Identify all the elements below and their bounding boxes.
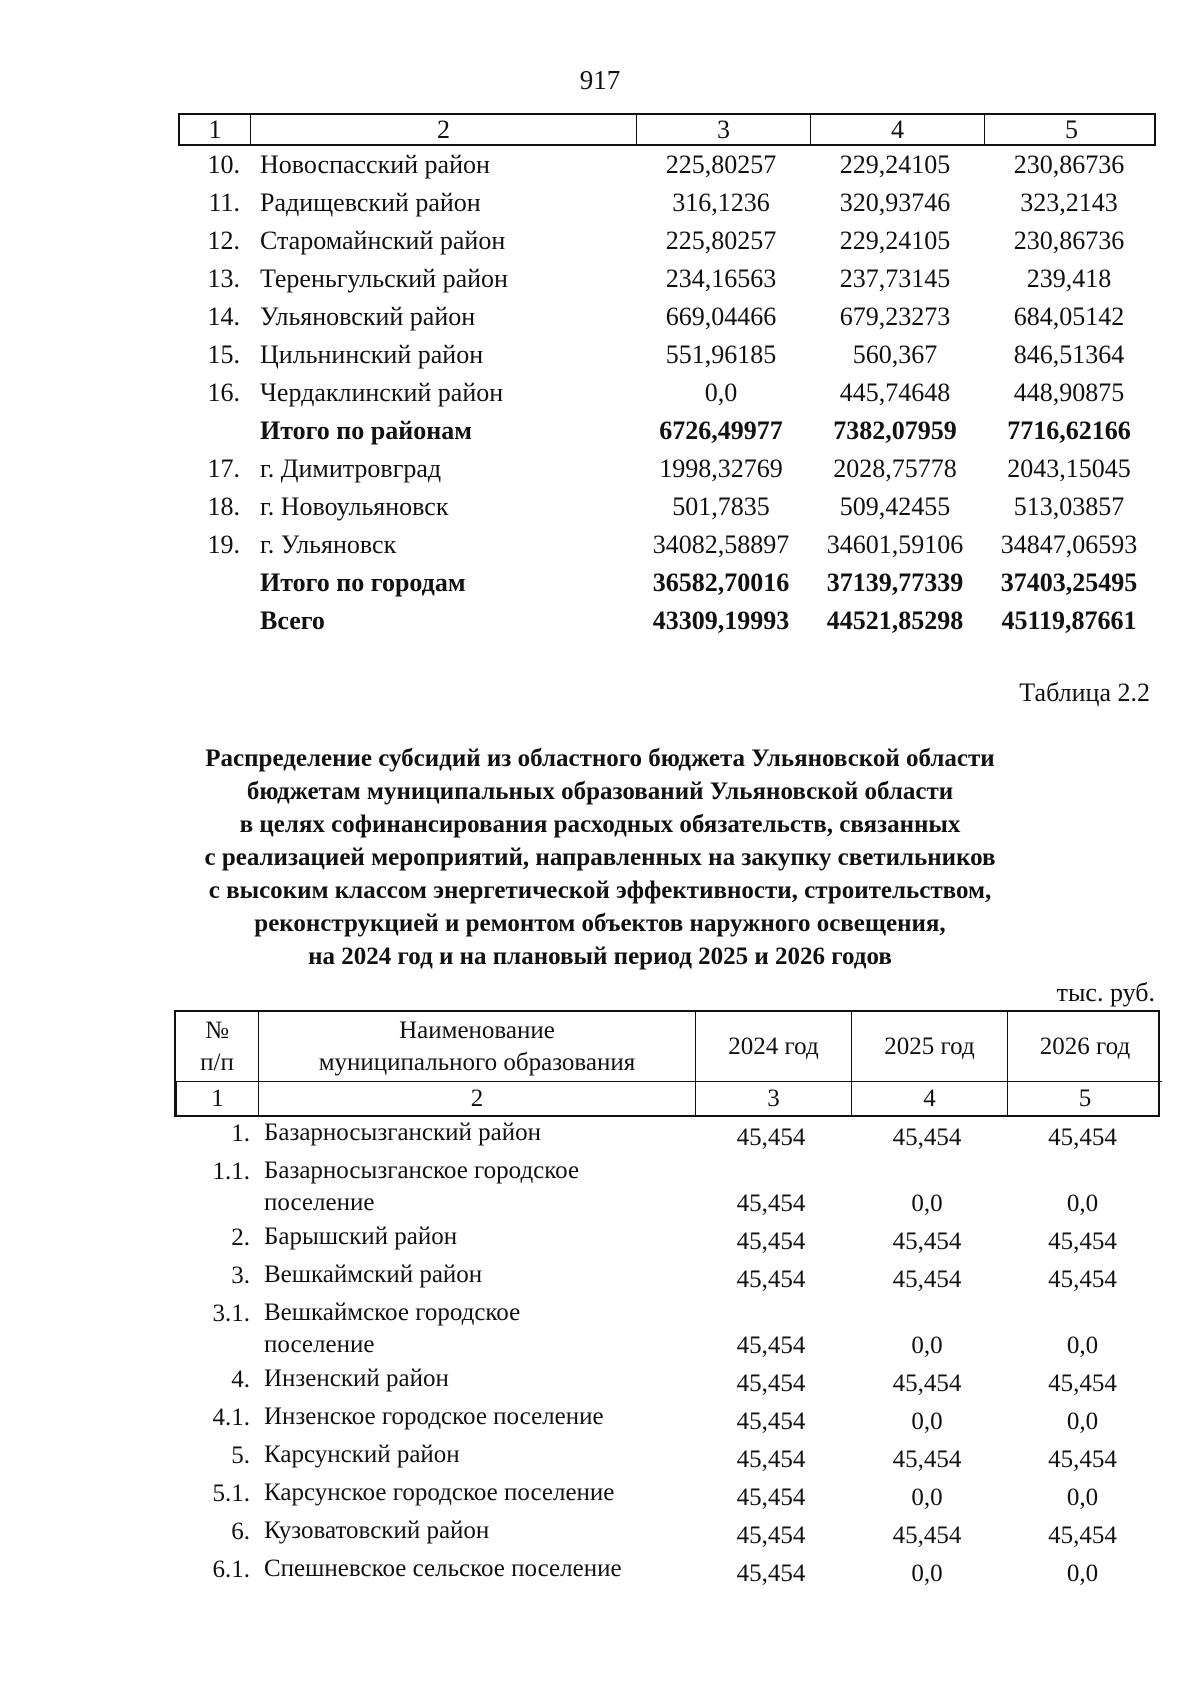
row-number: [178, 602, 248, 640]
row-number: 12.: [207, 226, 240, 255]
value-col4: 509,42455: [839, 492, 951, 521]
value-2025: 0,0: [911, 1190, 943, 1217]
table1-row: [178, 374, 1156, 412]
title-line: Распределение субсидий из областного бюджета Ульяновской области: [205, 745, 995, 772]
value-2026: 45,454: [1048, 1228, 1117, 1255]
value-2025: 0,0: [911, 1560, 943, 1587]
municipality-name-line: Базарносызганский район: [264, 1119, 542, 1146]
municipality-name-line: поселение: [264, 1331, 375, 1358]
table2-col-number: 2: [258, 1081, 695, 1115]
table1-row: [178, 488, 1156, 526]
value-col3: 501,7835: [672, 492, 770, 521]
municipality-name-line: Базарносызганское городское: [264, 1157, 580, 1184]
value-col4: 34601,59106: [826, 530, 964, 559]
table1-total-row: [178, 412, 1156, 450]
value-col5: 846,51364: [1013, 340, 1125, 369]
title-line: с реализацией мероприятий, направленных на закупку светильников: [204, 844, 996, 871]
table2-header: [174, 1010, 1160, 1117]
value-col5: 2043,15045: [1007, 454, 1131, 483]
table1-row: [178, 184, 1156, 222]
table-caption: Таблица 2.2: [1019, 678, 1150, 707]
value-col4: 320,93746: [839, 188, 951, 217]
value-col5: 230,86736: [1013, 150, 1125, 179]
title-line: с высоким классом энергетической эффективности, строительством,: [208, 877, 992, 904]
municipality-name: Итого по районам: [260, 416, 472, 445]
value-col4: 37139,77339: [826, 568, 964, 597]
header-name: [258, 1012, 695, 1081]
table1-row: [178, 260, 1156, 298]
value-col4: 560,367: [852, 340, 938, 369]
header-name-line2: муниципального образования: [318, 1048, 636, 1076]
value-col5: 37403,25495: [1000, 568, 1138, 597]
row-number: [178, 564, 248, 602]
value-2026: 45,454: [1048, 1124, 1117, 1151]
table2-col-number: 1: [176, 1081, 258, 1115]
value-2025: 0,0: [911, 1484, 943, 1511]
value-2025: 45,454: [892, 1370, 962, 1397]
row-number: 6.1.: [212, 1556, 250, 1583]
municipality-name: [256, 1363, 693, 1401]
value-2024: 45,454: [736, 1484, 806, 1511]
municipality-name-line: Спешневское сельское поселение: [264, 1555, 622, 1582]
value-col3: 43309,19993: [652, 606, 790, 635]
municipality-name: [256, 1439, 693, 1477]
table1-column-numbers: [178, 113, 1156, 146]
value-col4: 445,74648: [839, 378, 951, 407]
municipality-name-line: Карсунское городское поселение: [264, 1479, 615, 1506]
table2-row: [174, 1221, 1160, 1259]
table2-row: [174, 1117, 1160, 1155]
table1-row: [178, 526, 1156, 564]
value-2026: 0,0: [1066, 1560, 1099, 1587]
municipality-name: [256, 1553, 693, 1591]
value-2025: 0,0: [911, 1408, 943, 1435]
value-col4: 229,24105: [839, 150, 951, 179]
row-number: 10.: [207, 150, 240, 179]
value-2026: 0,0: [1066, 1408, 1099, 1435]
value-2024: 45,454: [736, 1370, 806, 1397]
row-number: 6.: [231, 1518, 250, 1545]
value-col3: 36582,70016: [652, 568, 790, 597]
municipality-name: Цильнинский район: [260, 340, 484, 369]
municipality-name: Старомайнский район: [260, 226, 506, 255]
value-2026: 45,454: [1048, 1370, 1117, 1397]
row-number: 14.: [207, 302, 240, 331]
value-col5: 684,05142: [1013, 302, 1125, 331]
value-col3: 6726,49977: [659, 416, 783, 445]
municipality-name: [256, 1259, 693, 1297]
row-number: 5.: [231, 1442, 250, 1469]
municipality-name: [256, 1477, 693, 1515]
table1-body: [178, 146, 1156, 640]
value-col3: 34082,58897: [652, 530, 790, 559]
table1-row: [178, 298, 1156, 336]
table2-row: [174, 1439, 1160, 1477]
table1-total-row: [178, 602, 1156, 640]
row-number: [178, 412, 248, 450]
value-2024: 45,454: [736, 1266, 806, 1293]
municipality-name-line: Инзенское городское поселение: [264, 1403, 604, 1430]
table1-row: [178, 146, 1156, 184]
municipality-name: [256, 1401, 693, 1439]
table2-body: [174, 1117, 1160, 1591]
value-col5: 230,86736: [1013, 226, 1125, 255]
value-2025: 45,454: [892, 1124, 962, 1151]
value-2026: 45,454: [1048, 1266, 1117, 1293]
municipality-name: [256, 1155, 693, 1221]
lighting-subsidy-table: [174, 1010, 1160, 1591]
value-2025: 45,454: [892, 1228, 962, 1255]
table1-row: [178, 336, 1156, 374]
municipality-name-line: Кузоватовский район: [264, 1517, 490, 1544]
table2-row: [174, 1401, 1160, 1439]
value-2025: 45,454: [892, 1522, 962, 1549]
table1-row: [178, 450, 1156, 488]
value-col5: 7716,62166: [1007, 416, 1131, 445]
municipality-name-line: Инзенский район: [264, 1365, 449, 1392]
row-number: 1.1.: [212, 1158, 250, 1185]
header-number-line2: п/п: [200, 1048, 234, 1076]
municipality-name-line: поселение: [264, 1189, 375, 1216]
table1-col-number: 3: [636, 115, 810, 144]
value-col5: 34847,06593: [1000, 530, 1138, 559]
municipality-name-line: Вешкаймское городское: [264, 1299, 521, 1326]
value-2026: 45,454: [1048, 1522, 1117, 1549]
municipality-name: [256, 1297, 693, 1363]
row-number: 4.: [231, 1366, 250, 1393]
table2-row: [174, 1155, 1160, 1221]
table2-row: [174, 1553, 1160, 1591]
row-number: 16.: [207, 378, 240, 407]
value-2026: 0,0: [1066, 1332, 1099, 1359]
municipality-name: г. Новоульяновск: [260, 492, 449, 521]
municipality-name: Новоспасский район: [260, 150, 490, 179]
value-2024: 45,454: [736, 1332, 806, 1359]
municipality-name: г. Ульяновск: [260, 530, 397, 559]
municipality-name: Радищевский район: [260, 188, 481, 217]
table1-row: [178, 222, 1156, 260]
header-number-line1: №: [205, 1016, 229, 1044]
table2-col-number: 4: [851, 1081, 1007, 1115]
row-number: 17.: [207, 454, 240, 483]
value-col3: 316,1236: [672, 188, 770, 217]
value-col5: 448,90875: [1013, 378, 1125, 407]
value-2024: 45,454: [736, 1124, 806, 1151]
header-year-2025: 2025 год: [851, 1012, 1007, 1081]
value-2026: 0,0: [1066, 1484, 1099, 1511]
value-2025: 45,454: [892, 1266, 962, 1293]
municipality-name: [256, 1221, 693, 1259]
value-col4: 237,73145: [839, 264, 951, 293]
municipality-name: Всего: [260, 606, 325, 635]
subsidy-table-continuation: [178, 113, 1156, 640]
table1-col-number: 1: [208, 115, 222, 144]
value-col5: 513,03857: [1013, 492, 1125, 521]
page-number: 917: [579, 65, 621, 95]
municipality-name: Итого по городам: [260, 568, 466, 597]
table2-row: [174, 1297, 1160, 1363]
value-2024: 45,454: [736, 1408, 806, 1435]
row-number: 15.: [207, 340, 240, 369]
value-2024: 45,454: [736, 1522, 806, 1549]
row-number: 18.: [207, 492, 240, 521]
row-number: 13.: [207, 264, 240, 293]
value-col3: 225,80257: [665, 150, 777, 179]
municipality-name-line: Барышский район: [264, 1223, 458, 1250]
value-2024: 45,454: [736, 1446, 806, 1473]
value-col5: 323,2143: [1020, 188, 1118, 217]
header-year-2024: 2024 год: [695, 1012, 851, 1081]
municipality-name: Чердаклинский район: [260, 378, 504, 407]
table2-col-number: 3: [695, 1081, 851, 1115]
municipality-name: Ульяновский район: [260, 302, 476, 331]
table1-total-row: [178, 564, 1156, 602]
row-number: 19.: [207, 530, 240, 559]
value-col3: 225,80257: [665, 226, 777, 255]
value-col3: 234,16563: [665, 264, 777, 293]
row-number: 3.: [231, 1262, 250, 1289]
units-label: тыс. руб.: [1056, 978, 1155, 1007]
municipality-name: г. Димитровград: [260, 454, 442, 483]
table2-row: [174, 1363, 1160, 1401]
table2-row: [174, 1515, 1160, 1553]
value-col3: 1998,32769: [659, 454, 783, 483]
row-number: 5.1.: [212, 1480, 250, 1507]
table2-row: [174, 1477, 1160, 1515]
value-col4: 229,24105: [839, 226, 951, 255]
value-col4: 44521,85298: [826, 606, 964, 635]
value-2026: 45,454: [1048, 1446, 1117, 1473]
municipality-name-line: Вешкаймский район: [264, 1261, 483, 1288]
value-2025: 0,0: [911, 1332, 943, 1359]
row-number: 4.1.: [212, 1404, 250, 1431]
header-name-line1: Наименование: [399, 1016, 555, 1044]
title-line: бюджетам муниципальных образований Ульяновской области: [246, 778, 954, 805]
table2-title: [150, 742, 1050, 973]
table1-col-number: 5: [984, 115, 1158, 144]
value-2024: 45,454: [736, 1560, 806, 1587]
row-number: 11.: [208, 188, 240, 217]
row-number: 3.1.: [212, 1300, 250, 1327]
value-2026: 0,0: [1066, 1190, 1099, 1217]
value-col4: 2028,75778: [833, 454, 957, 483]
row-number: 1.: [231, 1120, 250, 1147]
value-2024: 45,454: [736, 1190, 806, 1217]
value-2025: 45,454: [892, 1446, 962, 1473]
value-col3: 0,0: [704, 378, 738, 407]
title-line: реконструкцией и ремонтом объектов наружного освещения,: [254, 910, 946, 937]
table1-col-number: 2: [250, 115, 636, 144]
table2-col-number: 5: [1007, 1081, 1162, 1115]
municipality-name: [256, 1117, 693, 1155]
value-2024: 45,454: [736, 1228, 806, 1255]
value-col3: 551,96185: [665, 340, 777, 369]
value-col4: 7382,07959: [833, 416, 957, 445]
table2-row: [174, 1259, 1160, 1297]
municipality-name: Тереньгульский район: [260, 264, 508, 293]
title-line: на 2024 год и на плановый период 2025 и 2026 годов: [308, 943, 892, 970]
value-col4: 679,23273: [839, 302, 951, 331]
value-col5: 239,418: [1026, 264, 1112, 293]
municipality-name-line: Карсунский район: [264, 1441, 460, 1468]
header-number: [176, 1012, 258, 1081]
header-year-2026: 2026 год: [1007, 1012, 1162, 1081]
value-col3: 669,04466: [665, 302, 777, 331]
table1-col-number: 4: [810, 115, 984, 144]
title-line: в целях софинансирования расходных обязательств, связанных: [239, 811, 961, 838]
value-col5: 45119,87661: [1001, 606, 1137, 635]
municipality-name: [256, 1515, 693, 1553]
row-number: 2.: [231, 1224, 250, 1251]
